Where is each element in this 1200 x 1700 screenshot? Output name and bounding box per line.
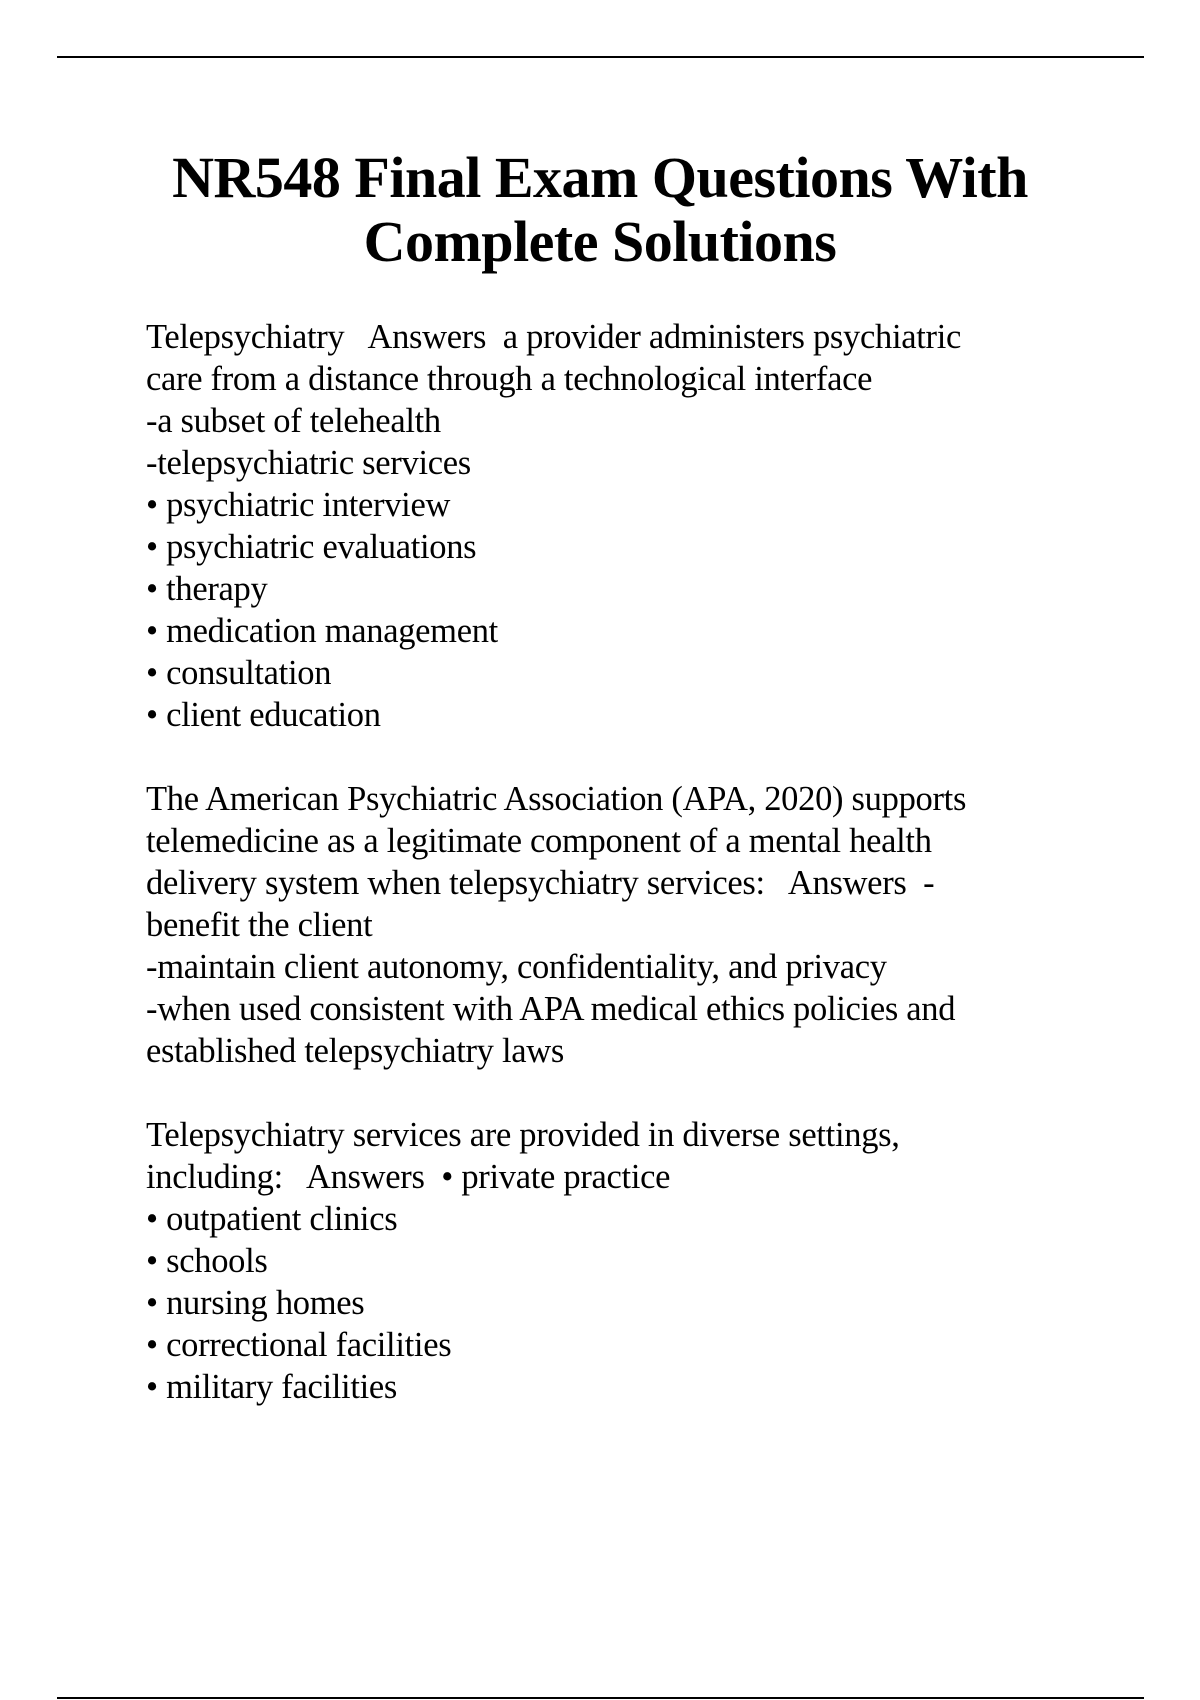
text-line: telemedicine as a legitimate component of a mental health: [146, 822, 932, 860]
text-line: care from a distance through a technological interface: [146, 360, 873, 398]
document-body: [146, 316, 1146, 1408]
bullet-item: • client education: [146, 696, 381, 734]
text-line: -maintain client autonomy, confidentiality, and privacy: [146, 948, 887, 986]
footer-rule: [57, 1697, 1144, 1699]
bullet-item: • military facilities: [146, 1368, 398, 1406]
bullet-item: • consultation: [146, 654, 332, 692]
bullet-item: • medication management: [146, 612, 498, 650]
text-line: established telepsychiatry laws: [146, 1032, 564, 1070]
text-line: Telepsychiatry services are provided in diverse settings,: [146, 1116, 900, 1154]
bullet-item: • schools: [146, 1242, 268, 1280]
title-line-2: Complete Solutions: [363, 209, 837, 274]
qa-entry-telepsychiatry-definition: [146, 316, 1146, 736]
bullet-item: • correctional facilities: [146, 1326, 452, 1364]
text-line: The American Psychiatric Association (APA, 2020) supports: [146, 780, 967, 818]
document-title: [60, 146, 1140, 274]
text-line: including: Answers • private practice: [146, 1158, 671, 1196]
text-line: Telepsychiatry Answers a provider administers psychiatric: [146, 318, 962, 356]
title-line-1: NR548 Final Exam Questions With: [172, 145, 1028, 210]
bullet-item: • nursing homes: [146, 1284, 365, 1322]
header-rule: [57, 56, 1144, 58]
text-line: -a subset of telehealth: [146, 402, 441, 440]
qa-entry-settings: [146, 1114, 1146, 1408]
bullet-item: • psychiatric evaluations: [146, 528, 477, 566]
text-line: delivery system when telepsychiatry services: Answers -: [146, 864, 935, 902]
bullet-item: • outpatient clinics: [146, 1200, 398, 1238]
text-line: -when used consistent with APA medical ethics policies and: [146, 990, 956, 1028]
bullet-item: • psychiatric interview: [146, 486, 451, 524]
text-line: -telepsychiatric services: [146, 444, 471, 482]
bullet-item: • therapy: [146, 570, 268, 608]
qa-entry-apa-support: [146, 778, 1146, 1072]
text-line: benefit the client: [146, 906, 373, 944]
